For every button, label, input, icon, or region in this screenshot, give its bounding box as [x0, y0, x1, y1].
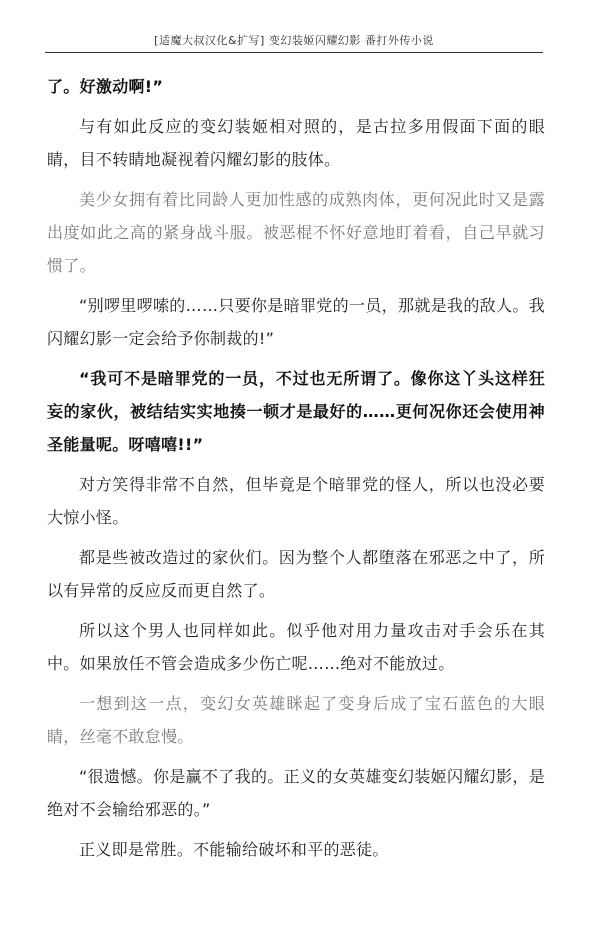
paragraph: 了。好激动啊!” [47, 77, 164, 96]
paragraph: “别啰里啰嗦的……只要你是暗罪党的一员，那就是我的敌人。我闪耀幻影一定会给予你制裁的!” [47, 296, 545, 348]
paragraph: 对方笑得非常不自然，但毕竟是个暗罪党的怪人，所以也没必要大惊小怪。 [47, 475, 545, 527]
paragraph: 美少女拥有着比同龄人更加性感的成熟肉体，更何况此时又是露出度如此之高的紧身战斗服。被恶棍不怀好意地盯着看，自己早就习惯了。 [47, 190, 545, 275]
header-title: [适魔大叔汉化&扩写] 变幻装姬闪耀幻影 番打外传小说 [154, 34, 434, 47]
document-body [47, 70, 545, 873]
paragraph: 所以这个男人也同样如此。似乎他对用力量攻击对手会乐在其中。如果放任不管会造成多少伤亡呢……绝对不能放过。 [47, 621, 545, 673]
paragraph: 正义即是常胜。不能输给破坏和平的恶徒。 [79, 840, 389, 859]
paragraph: 都是些被改造过的家伙们。因为整个人都堕落在邪恶之中了，所以有异常的反应反而更自然了。 [47, 548, 545, 600]
paragraph: “很遗憾。你是赢不了我的。正义的女英雄变幻装姬闪耀幻影，是绝对不会输给邪恶的。” [47, 767, 545, 819]
paragraph: 与有如此反应的变幻装姬相对照的，是古拉多用假面下面的眼睛，目不转睛地凝视着闪耀幻影的肢体。 [47, 117, 545, 169]
paragraph: “我可不是暗罪党的一员，不过也无所谓了。像你这丫头这样狂妄的家伙，被结结实实地揍一顿才是最好的……更何况你还会使用神圣能量呢。呀嘻嘻!!” [47, 369, 545, 454]
page-header [45, 32, 543, 53]
paragraph: 一想到这一点，变幻女英雄眯起了变身后成了宝石蓝色的大眼睛，丝毫不敢怠慢。 [47, 694, 545, 746]
